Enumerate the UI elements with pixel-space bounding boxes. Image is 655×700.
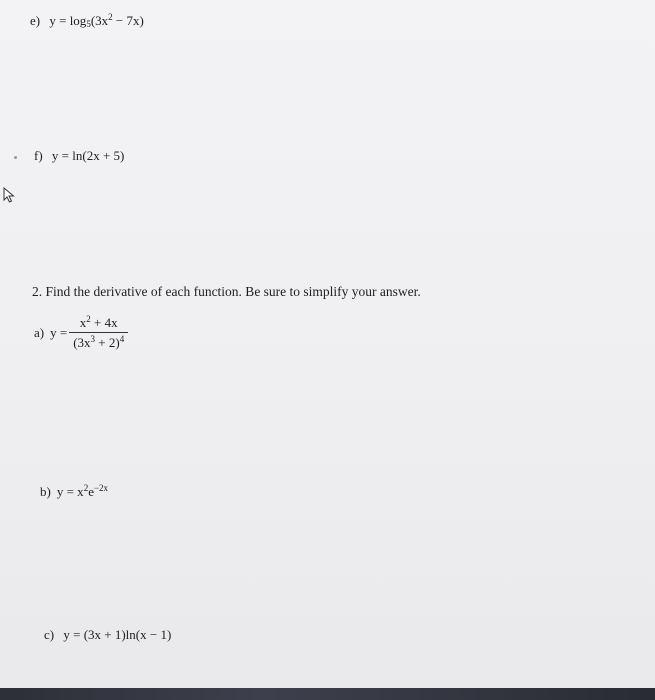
problem-2b-label: b) <box>40 484 51 499</box>
problem-e-pre: y = log <box>49 13 87 28</box>
problem-e-label: e) <box>30 13 41 28</box>
problem-2b-lhs: y = x <box>56 484 84 499</box>
problem-2a-den-exp: 3 <box>90 334 96 344</box>
problem-2a-lhs: y = <box>50 325 68 340</box>
problem-2b-exp1: 2 <box>83 483 89 493</box>
problem-2a-num-b: + 4x <box>90 315 118 330</box>
problem-e-arg-exp: 2 <box>108 12 113 22</box>
problem-2a-num-exp: 2 <box>86 314 91 324</box>
bottom-edge-bar <box>0 688 655 700</box>
problem-2b-mid: e <box>88 484 94 499</box>
problem-2a-label: a) <box>34 325 45 340</box>
problem-2a-numerator <box>69 315 128 333</box>
problem-2b <box>40 484 108 500</box>
problem-2a-num-a: x <box>79 315 87 330</box>
problem-2a-denominator <box>69 333 128 351</box>
problem-2a-den-outer-exp: 4 <box>119 334 125 344</box>
problem-2c-label: c) <box>44 627 55 642</box>
problem-e-arg-a: (3x <box>90 13 109 28</box>
problem-e-arg-b: − 7x) <box>112 13 144 28</box>
problem-e <box>30 13 144 29</box>
problem-2c <box>44 627 171 643</box>
mouse-pointer-icon <box>2 187 16 203</box>
problem-2a-den-b: + 2) <box>95 335 120 350</box>
problem-2a-den-a: (3x <box>73 335 91 350</box>
problem-f <box>34 148 124 164</box>
speck-dot <box>14 156 17 159</box>
problem-2a <box>34 315 128 351</box>
problem-f-label: f) <box>34 148 43 163</box>
problem-f-expr: y = ln(2x + 5) <box>51 148 125 163</box>
problem-2a-fraction <box>69 315 128 351</box>
problem-e-log-base: 5 <box>86 19 91 29</box>
problem-2c-expr: y = (3x + 1)ln(x − 1) <box>63 627 172 642</box>
section-2-heading: 2. Find the derivative of each function. Be sure to simplify your answer. <box>32 284 421 299</box>
problem-2b-exp2: −2x <box>93 483 109 493</box>
